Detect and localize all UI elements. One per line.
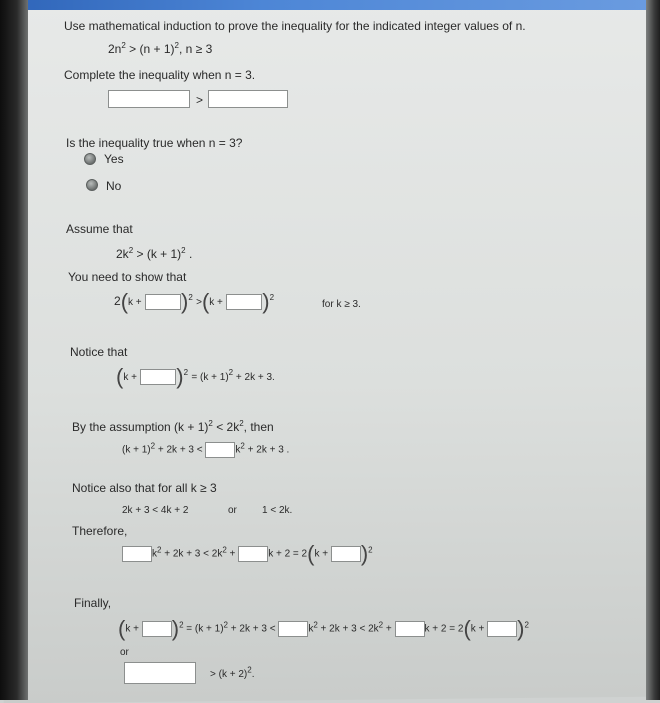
therefore-input-3[interactable] [331,546,361,562]
problem-instruction: Use mathematical induction to prove the inequality for the indicated integer values of n. [64,19,526,33]
finally-part-e: + [383,623,392,635]
therefore-part-d: k + 2 = 2 [268,548,308,560]
show-k-plus-2: k + [209,297,223,309]
n3-rhs-input[interactable] [208,90,288,108]
finally-k-plus-1: k + [125,623,139,635]
question-prompt: Is the inequality true when n = 3? [66,136,243,150]
show-k-plus-1: k + [128,297,142,309]
assumption-exp-1: 2 [208,419,213,428]
assumption-label-b: < 2k [212,420,240,434]
therefore-exp-3: 2 [368,545,373,555]
finally-end [210,665,255,682]
assume-label: Assume that [66,222,133,236]
finally-label: Finally, [74,596,112,610]
notice-k-plus: k + [123,372,137,384]
notice-also-ineq2: 1 < 2k. [262,505,293,516]
finally-exp-2: 2 [223,620,228,630]
assumption-line-d: + 2k + 3 . [244,444,290,456]
assumption-line-b: + 2k + 3 < [155,444,203,456]
show-input-1[interactable] [145,294,181,310]
show-input-2[interactable] [226,294,262,310]
therefore-input-1[interactable] [122,546,152,562]
assumption-exp-3: 2 [150,441,156,451]
assumption-input[interactable] [205,442,235,458]
finally-exp-3: 2 [313,620,318,630]
finally-exp-4: 2 [378,620,384,630]
notice-also-or: or [228,505,237,516]
notice-label: Notice that [70,345,128,359]
assumption-line-c: k [235,444,241,456]
notice-input[interactable] [140,369,176,385]
right-edge-shadow [646,0,660,700]
finally-end-b: . [251,669,255,680]
finally-end-a: > (k + 2) [210,669,248,680]
finally-input-1[interactable] [142,621,172,637]
therefore-exp-2: 2 [222,545,227,555]
assume-expr-end: . [185,247,193,261]
therefore-paren-open: ( [307,541,315,566]
therefore-input-2[interactable] [238,546,268,562]
assumption-label-a: By the assumption (k + 1) [72,420,209,434]
assumption-line [122,442,289,458]
finally-part-b: + 2k + 3 < [228,623,276,635]
notice-exp-1: 2 [183,368,189,378]
assumption-exp-2: 2 [239,419,244,428]
ineq-lhs: 2n [108,42,122,56]
complete-prompt: Complete the inequality when n = 3. [64,68,256,82]
finally-paren-close-2: ) [517,616,525,641]
finally-part-d: + 2k + 3 < 2k [317,623,379,635]
notice-exp-2: 2 [228,368,234,378]
browser-top-bar [0,0,660,10]
problem-inequality [108,42,212,56]
finally-exp-1: 2 [179,620,184,630]
n3-lhs-input[interactable] [108,90,190,108]
notice-rhs-b: + 2k + 3. [233,372,275,384]
radio-no[interactable] [86,179,98,191]
paren-open-2: ( [201,289,210,314]
n3-gt-sign: > [196,93,204,107]
left-edge-shadow [0,0,28,700]
therefore-part-c: + [226,548,236,560]
finally-paren-close-1: ) [171,616,180,641]
finally-expression [118,616,529,641]
notice-rhs-a: = (k + 1) [191,372,229,384]
therefore-exp-1: 2 [157,545,162,555]
assume-expr-a: 2k [116,247,129,261]
therefore-part-b: + 2k + 3 < 2k [161,548,223,560]
finally-input-3[interactable] [395,621,425,637]
radio-yes[interactable] [84,153,96,165]
show-expression [114,289,275,314]
therefore-paren-close: ) [360,541,369,566]
notice-paren-open: ( [116,364,124,389]
finally-exp-5: 2 [524,620,529,630]
finally-part-a: = (k + 1) [186,623,224,635]
finally-paren-open-1: ( [118,616,126,641]
therefore-k-plus: k + [314,548,329,560]
assume-exp-2: 2 [181,246,186,255]
finally-input-5[interactable] [124,662,196,684]
finally-input-4[interactable] [487,621,517,637]
paren-open-1: ( [120,289,129,314]
paren-close-1: ) [180,289,189,314]
assumption-exp-4: 2 [240,441,245,451]
ineq-cond: , n ≥ 3 [178,42,213,56]
therefore-expression [122,541,373,566]
finally-part-c: k [308,623,314,635]
assumption-label [72,420,274,434]
assumption-label-c: , then [243,420,274,434]
therefore-label: Therefore, [72,524,128,538]
assumption-line-a: (k + 1) [122,444,151,456]
finally-part-f: k + 2 = 2 [424,623,464,635]
show-coef: 2 [114,294,121,309]
notice-also-ineq1: 2k + 3 < 4k + 2 [122,505,189,516]
notice-expression [116,364,275,389]
notice-paren-close: ) [176,364,184,389]
assume-expression [116,247,192,261]
assume-exp-1: 2 [128,246,134,255]
option-yes-label: Yes [104,152,124,166]
show-gt: > [196,297,202,309]
ineq-rhs: > (n + 1) [125,42,175,56]
finally-paren-open-2: ( [463,616,471,641]
notice-also-label: Notice also that for all k ≥ 3 [72,481,217,495]
assume-expr-b: > (k + 1) [133,247,182,261]
show-exp-2: 2 [269,293,275,303]
finally-exp-6: 2 [247,665,252,675]
paren-close-2: ) [262,289,270,314]
finally-or: or [120,647,129,658]
for-k-label: for k ≥ 3. [322,299,361,310]
option-no-label: No [106,179,122,193]
show-label: You need to show that [68,270,187,284]
ineq-exp-2: 2 [174,41,179,50]
finally-k-plus-2: k + [470,623,485,635]
ineq-exp-1: 2 [121,41,126,50]
finally-input-2[interactable] [278,621,308,637]
therefore-part-a: k [152,548,157,560]
show-exp-1: 2 [188,293,193,303]
